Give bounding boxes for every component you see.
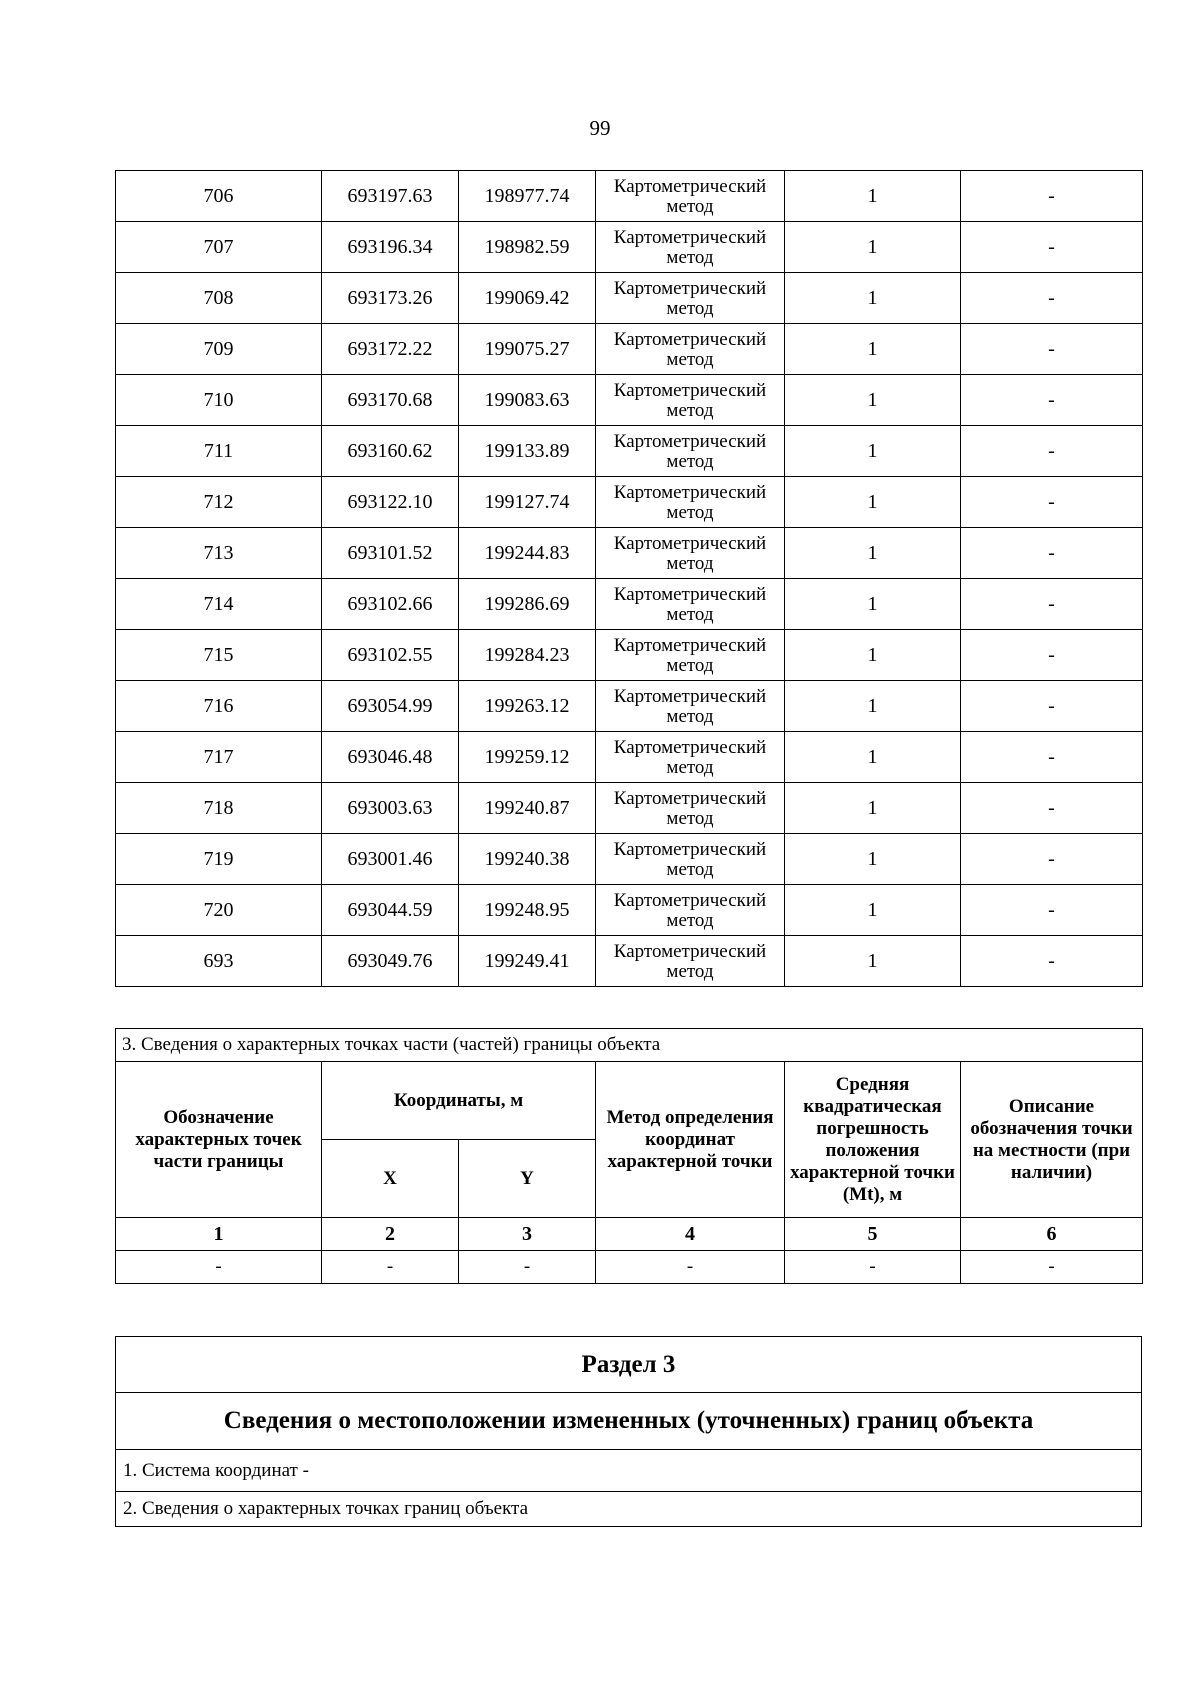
method-cell: [596, 324, 785, 375]
point-id-cell: 715: [116, 630, 322, 681]
x-coordinate-cell: 693160.62: [322, 426, 459, 477]
method-cell: [596, 528, 785, 579]
mt-error-cell: 1: [785, 936, 961, 987]
point-id-cell: 709: [116, 324, 322, 375]
method-cell: [596, 375, 785, 426]
method-line-1: Картометрический: [613, 583, 767, 605]
x-coordinate-cell: 693197.63: [322, 171, 459, 222]
header-error: Средняя квадратическая погрешность положения характерной точки (Mt), м: [785, 1062, 961, 1218]
x-coordinate-cell: 693044.59: [322, 885, 459, 936]
y-coordinate-cell: 199069.42: [459, 273, 596, 324]
description-cell: -: [961, 477, 1143, 528]
method-cell: [596, 426, 785, 477]
table-row: [116, 885, 1143, 936]
method-cell: [596, 579, 785, 630]
header-method: Метод определения координат характерной точки: [596, 1062, 785, 1218]
description-cell: -: [961, 375, 1143, 426]
method-line-1: Картометрический: [613, 787, 767, 809]
method-line-1: Картометрический: [613, 430, 767, 452]
method-line-2: метод: [666, 603, 714, 625]
description-cell: -: [961, 222, 1143, 273]
header-x: X: [322, 1140, 459, 1218]
table-row: [116, 324, 1143, 375]
y-coordinate-cell: 199263.12: [459, 681, 596, 732]
description-cell: -: [961, 732, 1143, 783]
method-line-2: метод: [666, 552, 714, 574]
table-row: [116, 273, 1143, 324]
method-line-1: Картометрический: [613, 328, 767, 350]
method-line-1: Картометрический: [613, 175, 767, 197]
column-number: 4: [596, 1218, 785, 1251]
table-row: [116, 222, 1143, 273]
table-row: [116, 783, 1143, 834]
header-description: Описание обозначения точки на местности (при наличии): [961, 1062, 1143, 1218]
points-table-body: [116, 171, 1143, 987]
mt-error-cell: 1: [785, 579, 961, 630]
y-coordinate-cell: 198977.74: [459, 171, 596, 222]
mt-error-cell: 1: [785, 171, 961, 222]
point-id-cell: 716: [116, 681, 322, 732]
method-line-1: Картометрический: [613, 634, 767, 656]
y-coordinate-cell: 199249.41: [459, 936, 596, 987]
x-coordinate-cell: 693001.46: [322, 834, 459, 885]
cell-value: -: [116, 1251, 322, 1284]
x-coordinate-cell: 693054.99: [322, 681, 459, 732]
table-row: [116, 426, 1143, 477]
method-line-1: Картометрический: [613, 889, 767, 911]
method-line-1: Картометрический: [613, 685, 767, 707]
x-coordinate-cell: 693102.66: [322, 579, 459, 630]
description-cell: -: [961, 783, 1143, 834]
description-cell: -: [961, 936, 1143, 987]
point-id-cell: 708: [116, 273, 322, 324]
table-row: [116, 579, 1143, 630]
method-cell: [596, 630, 785, 681]
description-cell: -: [961, 681, 1143, 732]
coordinate-system-line: 1. Система координат -: [116, 1450, 1142, 1492]
boundary-points-line: 2. Сведения о характерных точках границ объекта: [116, 1492, 1142, 1527]
method-line-2: метод: [666, 399, 714, 421]
method-line-2: метод: [666, 705, 714, 727]
method-line-1: Картометрический: [613, 481, 767, 503]
method-cell: [596, 732, 785, 783]
parts-table: [115, 1028, 1143, 1284]
method-cell: [596, 222, 785, 273]
method-line-2: метод: [666, 858, 714, 880]
column-number: 5: [785, 1218, 961, 1251]
method-line-2: метод: [666, 501, 714, 523]
method-cell: [596, 885, 785, 936]
column-numbers-row: [116, 1218, 1143, 1251]
point-id-cell: 717: [116, 732, 322, 783]
cell-value: -: [596, 1251, 785, 1284]
x-coordinate-cell: 693172.22: [322, 324, 459, 375]
point-id-cell: 693: [116, 936, 322, 987]
table-row: [116, 171, 1143, 222]
table-row: [116, 375, 1143, 426]
table-row: [116, 732, 1143, 783]
method-cell: [596, 834, 785, 885]
cell-value: -: [961, 1251, 1143, 1284]
point-id-cell: 710: [116, 375, 322, 426]
section3-table: [115, 1336, 1142, 1527]
mt-error-cell: 1: [785, 375, 961, 426]
y-coordinate-cell: 199248.95: [459, 885, 596, 936]
x-coordinate-cell: 693173.26: [322, 273, 459, 324]
cell-value: -: [322, 1251, 459, 1284]
column-number: 6: [961, 1218, 1143, 1251]
point-id-cell: 720: [116, 885, 322, 936]
table-row: [116, 528, 1143, 579]
y-coordinate-cell: 198982.59: [459, 222, 596, 273]
x-coordinate-cell: 693196.34: [322, 222, 459, 273]
method-line-1: Картометрический: [613, 226, 767, 248]
mt-error-cell: 1: [785, 681, 961, 732]
y-coordinate-cell: 199244.83: [459, 528, 596, 579]
method-line-2: метод: [666, 756, 714, 778]
method-cell: [596, 936, 785, 987]
mt-error-cell: 1: [785, 477, 961, 528]
page-number: 99: [589, 116, 611, 140]
x-coordinate-cell: 693102.55: [322, 630, 459, 681]
method-line-2: метод: [666, 348, 714, 370]
description-cell: -: [961, 273, 1143, 324]
mt-error-cell: 1: [785, 273, 961, 324]
point-id-cell: 711: [116, 426, 322, 477]
method-cell: [596, 783, 785, 834]
section-subtitle: Сведения о местоположении измененных (уточненных) границ объекта: [116, 1393, 1142, 1450]
method-line-2: метод: [666, 450, 714, 472]
method-line-1: Картометрический: [613, 736, 767, 758]
x-coordinate-cell: 693170.68: [322, 375, 459, 426]
y-coordinate-cell: 199259.12: [459, 732, 596, 783]
method-line-1: Картометрический: [613, 838, 767, 860]
table-row: [116, 630, 1143, 681]
cell-value: -: [785, 1251, 961, 1284]
method-line-2: метод: [666, 654, 714, 676]
y-coordinate-cell: 199286.69: [459, 579, 596, 630]
header-designation: Обозначение характерных точек части границы: [116, 1062, 322, 1218]
description-cell: -: [961, 834, 1143, 885]
table-row: [116, 477, 1143, 528]
header-coordinates: Координаты, м: [322, 1062, 596, 1140]
table-row: [116, 834, 1143, 885]
x-coordinate-cell: 693101.52: [322, 528, 459, 579]
mt-error-cell: 1: [785, 732, 961, 783]
method-line-2: метод: [666, 807, 714, 829]
mt-error-cell: 1: [785, 426, 961, 477]
y-coordinate-cell: 199083.63: [459, 375, 596, 426]
point-id-cell: 713: [116, 528, 322, 579]
point-id-cell: 712: [116, 477, 322, 528]
point-id-cell: 706: [116, 171, 322, 222]
table-row: [116, 936, 1143, 987]
method-cell: [596, 477, 785, 528]
mt-error-cell: 1: [785, 630, 961, 681]
description-cell: -: [961, 426, 1143, 477]
method-line-1: Картометрический: [613, 379, 767, 401]
y-coordinate-cell: 199240.87: [459, 783, 596, 834]
y-coordinate-cell: 199127.74: [459, 477, 596, 528]
cell-value: -: [459, 1251, 596, 1284]
description-cell: -: [961, 324, 1143, 375]
column-number: 3: [459, 1218, 596, 1251]
section-title: Раздел 3: [116, 1337, 1142, 1393]
method-line-2: метод: [666, 297, 714, 319]
mt-error-cell: 1: [785, 222, 961, 273]
x-coordinate-cell: 693046.48: [322, 732, 459, 783]
method-line-2: метод: [666, 246, 714, 268]
method-line-2: метод: [666, 909, 714, 931]
y-coordinate-cell: 199075.27: [459, 324, 596, 375]
point-id-cell: 707: [116, 222, 322, 273]
x-coordinate-cell: 693122.10: [322, 477, 459, 528]
mt-error-cell: 1: [785, 885, 961, 936]
y-coordinate-cell: 199133.89: [459, 426, 596, 477]
description-cell: -: [961, 528, 1143, 579]
method-line-2: метод: [666, 960, 714, 982]
parts-table-caption: 3. Сведения о характерных точках части (частей) границы объекта: [116, 1029, 1143, 1062]
method-line-2: метод: [666, 195, 714, 217]
description-cell: -: [961, 171, 1143, 222]
mt-error-cell: 1: [785, 324, 961, 375]
column-number: 1: [116, 1218, 322, 1251]
header-y: Y: [459, 1140, 596, 1218]
mt-error-cell: 1: [785, 783, 961, 834]
point-id-cell: 718: [116, 783, 322, 834]
x-coordinate-cell: 693003.63: [322, 783, 459, 834]
method-line-1: Картометрический: [613, 277, 767, 299]
mt-error-cell: 1: [785, 528, 961, 579]
y-coordinate-cell: 199284.23: [459, 630, 596, 681]
x-coordinate-cell: 693049.76: [322, 936, 459, 987]
column-number: 2: [322, 1218, 459, 1251]
method-cell: [596, 273, 785, 324]
description-cell: -: [961, 630, 1143, 681]
method-line-1: Картометрический: [613, 940, 767, 962]
points-table: [115, 170, 1143, 987]
method-cell: [596, 681, 785, 732]
table-row: [116, 1251, 1143, 1284]
point-id-cell: 719: [116, 834, 322, 885]
method-line-1: Картометрический: [613, 532, 767, 554]
mt-error-cell: 1: [785, 834, 961, 885]
description-cell: -: [961, 885, 1143, 936]
point-id-cell: 714: [116, 579, 322, 630]
description-cell: -: [961, 579, 1143, 630]
y-coordinate-cell: 199240.38: [459, 834, 596, 885]
method-cell: [596, 171, 785, 222]
table-row: [116, 681, 1143, 732]
